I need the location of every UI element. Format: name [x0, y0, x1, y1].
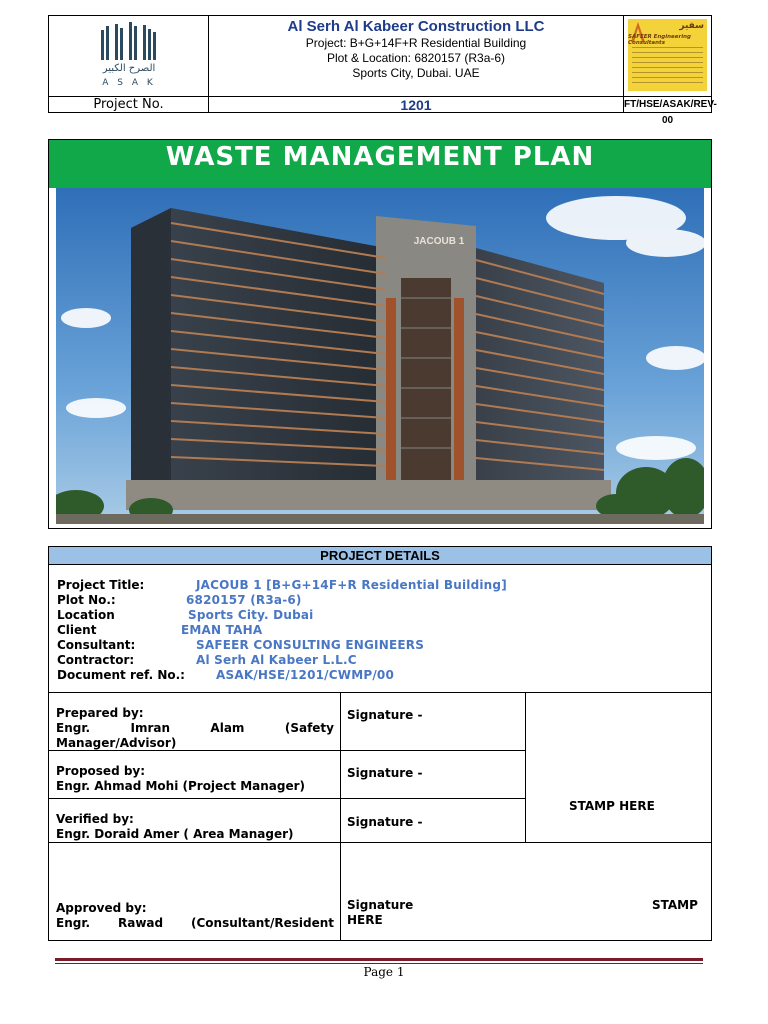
value-plot-no: 6820157 (R3a-6) — [186, 593, 302, 607]
document-title: WASTE MANAGEMENT PLAN — [49, 140, 711, 188]
title-frame — [48, 139, 712, 529]
stamp-here: STAMP HERE — [569, 799, 655, 813]
prepared-by-name: Engr. Imran Alam (Safety Manager/Advisor) — [56, 721, 334, 750]
verified-signature: Signature - — [347, 815, 423, 829]
project-no-value: 1201 — [209, 97, 624, 113]
logo-arabic-text: الصرح الكبير — [102, 63, 156, 74]
divider — [49, 798, 526, 799]
consultant-logo-cell — [624, 16, 711, 96]
approved-stamp-here: HERE — [347, 913, 383, 927]
divider — [49, 692, 711, 693]
page-number: Page 1 — [363, 965, 405, 979]
approved-by-label: Approved by: — [56, 901, 147, 915]
label-contractor: Contractor: — [57, 653, 135, 667]
building-sign: JACOUB 1 — [413, 236, 465, 247]
document-code: FT/HSE/ASAK/REV-00 — [624, 99, 717, 126]
value-document-ref: ASAK/HSE/1201/CWMP/00 — [216, 668, 395, 682]
divider — [49, 842, 711, 843]
divider — [340, 692, 341, 940]
safeer-logo — [628, 19, 707, 91]
verified-by-name: Engr. Doraid Amer ( Area Manager) — [56, 827, 294, 841]
approved-stamp: STAMP — [652, 898, 698, 912]
value-client: EMAN TAHA — [181, 623, 263, 637]
proposed-by-name: Engr. Ahmad Mohi (Project Manager) — [56, 779, 306, 793]
logo-english-text: A S A K — [102, 78, 156, 88]
footer-rule — [55, 958, 703, 961]
label-project-title: Project Title: — [57, 578, 145, 592]
asak-logo-icon — [95, 22, 163, 62]
safeer-arabic-text: سفير — [679, 21, 704, 31]
safeer-english-text: SAFEER Engineering Consultants — [628, 34, 691, 46]
approved-by-name: Engr. Rawad (Consultant/Resident — [56, 916, 334, 930]
proposed-by-label: Proposed by: — [56, 764, 146, 778]
header-title-cell — [209, 16, 624, 96]
building-illustration — [56, 188, 704, 524]
approved-signature: Signature — [347, 898, 414, 912]
label-location: Location — [57, 608, 115, 622]
city-line: Sports City, Dubai. UAE — [352, 66, 480, 80]
footer-rule — [55, 963, 703, 964]
label-client: Client — [57, 623, 97, 637]
label-consultant: Consultant: — [57, 638, 136, 652]
header-table — [48, 15, 717, 126]
proposed-signature: Signature - — [347, 766, 423, 780]
plot-line: Plot & Location: 6820157 (R3a-6) — [326, 51, 506, 65]
verified-by-label: Verified by: — [56, 812, 134, 826]
project-details-table — [48, 546, 712, 941]
building-photo — [56, 188, 704, 524]
value-project-title: JACOUB 1 [B+G+14F+R Residential Building] — [196, 578, 507, 592]
project-line: Project: B+G+14F+R Residential Building — [305, 36, 527, 50]
company-name: Al Serh Al Kabeer Construction LLC — [287, 18, 545, 35]
value-contractor: Al Serh Al Kabeer L.L.C — [196, 653, 357, 667]
safeer-contact-lines — [632, 47, 703, 87]
company-logo-cell — [49, 16, 209, 96]
project-details-caption: PROJECT DETAILS — [49, 547, 711, 565]
value-location: Sports City. Dubai — [188, 608, 314, 622]
value-consultant: SAFEER CONSULTING ENGINEERS — [196, 638, 425, 652]
header-row-2 — [49, 96, 717, 126]
label-plot-no: Plot No.: — [57, 593, 116, 607]
label-document-ref: Document ref. No.: — [57, 668, 185, 682]
prepared-by-label: Prepared by: — [56, 706, 144, 720]
divider — [525, 692, 526, 842]
prepared-signature: Signature - — [347, 708, 423, 722]
project-no-label: Project No. — [49, 97, 209, 113]
